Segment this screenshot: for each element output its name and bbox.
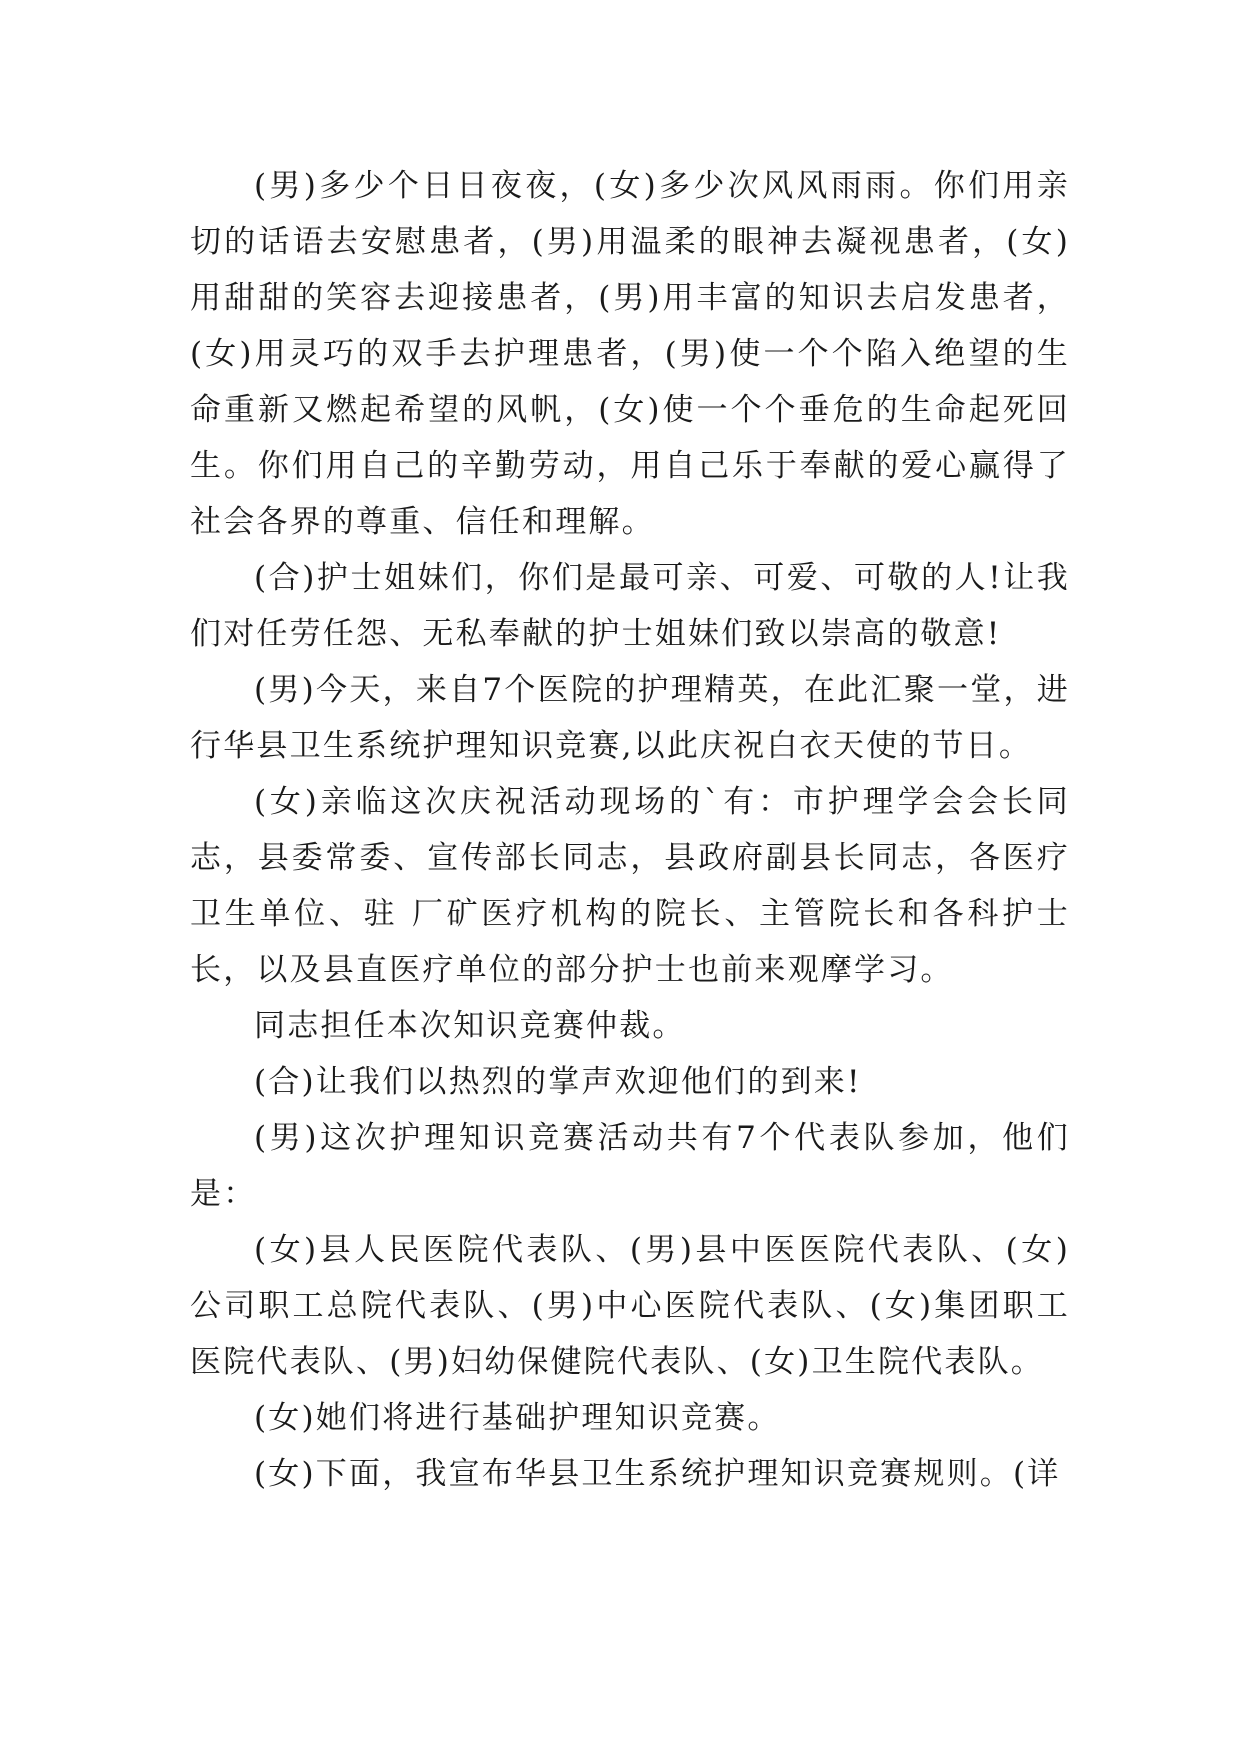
paragraph-2: (合)护士姐妹们，你们是最可亲、可爱、可敬的人!让我们对任劳任怨、无私奉献的护士姐妹们致以崇高的敬意! (190, 560, 1070, 652)
paragraph-4: (女)亲临这次庆祝活动现场的`有：市护理学会会长同志，县委常委、宣传部长同志，县政府副县长同志，各医疗卫生单位、驻 厂矿医疗机构的院长、主管院长和各科护士长，以及县直医疗单位的部分护士也前来观摩学习。 (190, 784, 1070, 988)
paragraph-9: (女)她们将进行基础护理知识竞赛。 (254, 1400, 781, 1436)
paragraph-6: (合)让我们以热烈的掌声欢迎他们的到来! (254, 1064, 862, 1100)
paragraph-3: (男)今天，来自7个医院的护理精英，在此汇聚一堂，进行华县卫生系统护理知识竞赛,以此庆祝白衣天使的节日。 (190, 672, 1070, 764)
paragraph-1: (男)多少个日日夜夜，(女)多少次风风雨雨。你们用亲切的话语去安慰患者，(男)用温柔的眼神去凝视患者，(女)用甜甜的笑容去迎接患者，(男)用丰富的知识去启发患者，(女)用灵巧的双手去护理患者，(男)使一个个陷入绝望的生命重新又燃起希望的风帆，(女)使一个个垂危的生命起死回生。你们用自己的辛勤劳动，用自己乐于奉献的爱心赢得了社会各界的尊重、信任和理解。 (190, 168, 1070, 540)
paragraph-5: 同志担任本次知识竞赛仲裁。 (254, 1008, 686, 1044)
document-body (190, 158, 1070, 1502)
paragraph-7: (男)这次护理知识竞赛活动共有7个代表队参加，他们是： (190, 1120, 1070, 1212)
paragraph-8: (女)县人民医院代表队、(男)县中医医院代表队、(女)公司职工总院代表队、(男)中心医院代表队、(女)集团职工医院代表队、(男)妇幼保健院代表队、(女)卫生院代表队。 (190, 1232, 1070, 1380)
paragraph-10: (女)下面，我宣布华县卫生系统护理知识竞赛规则。(详 (254, 1456, 1061, 1492)
